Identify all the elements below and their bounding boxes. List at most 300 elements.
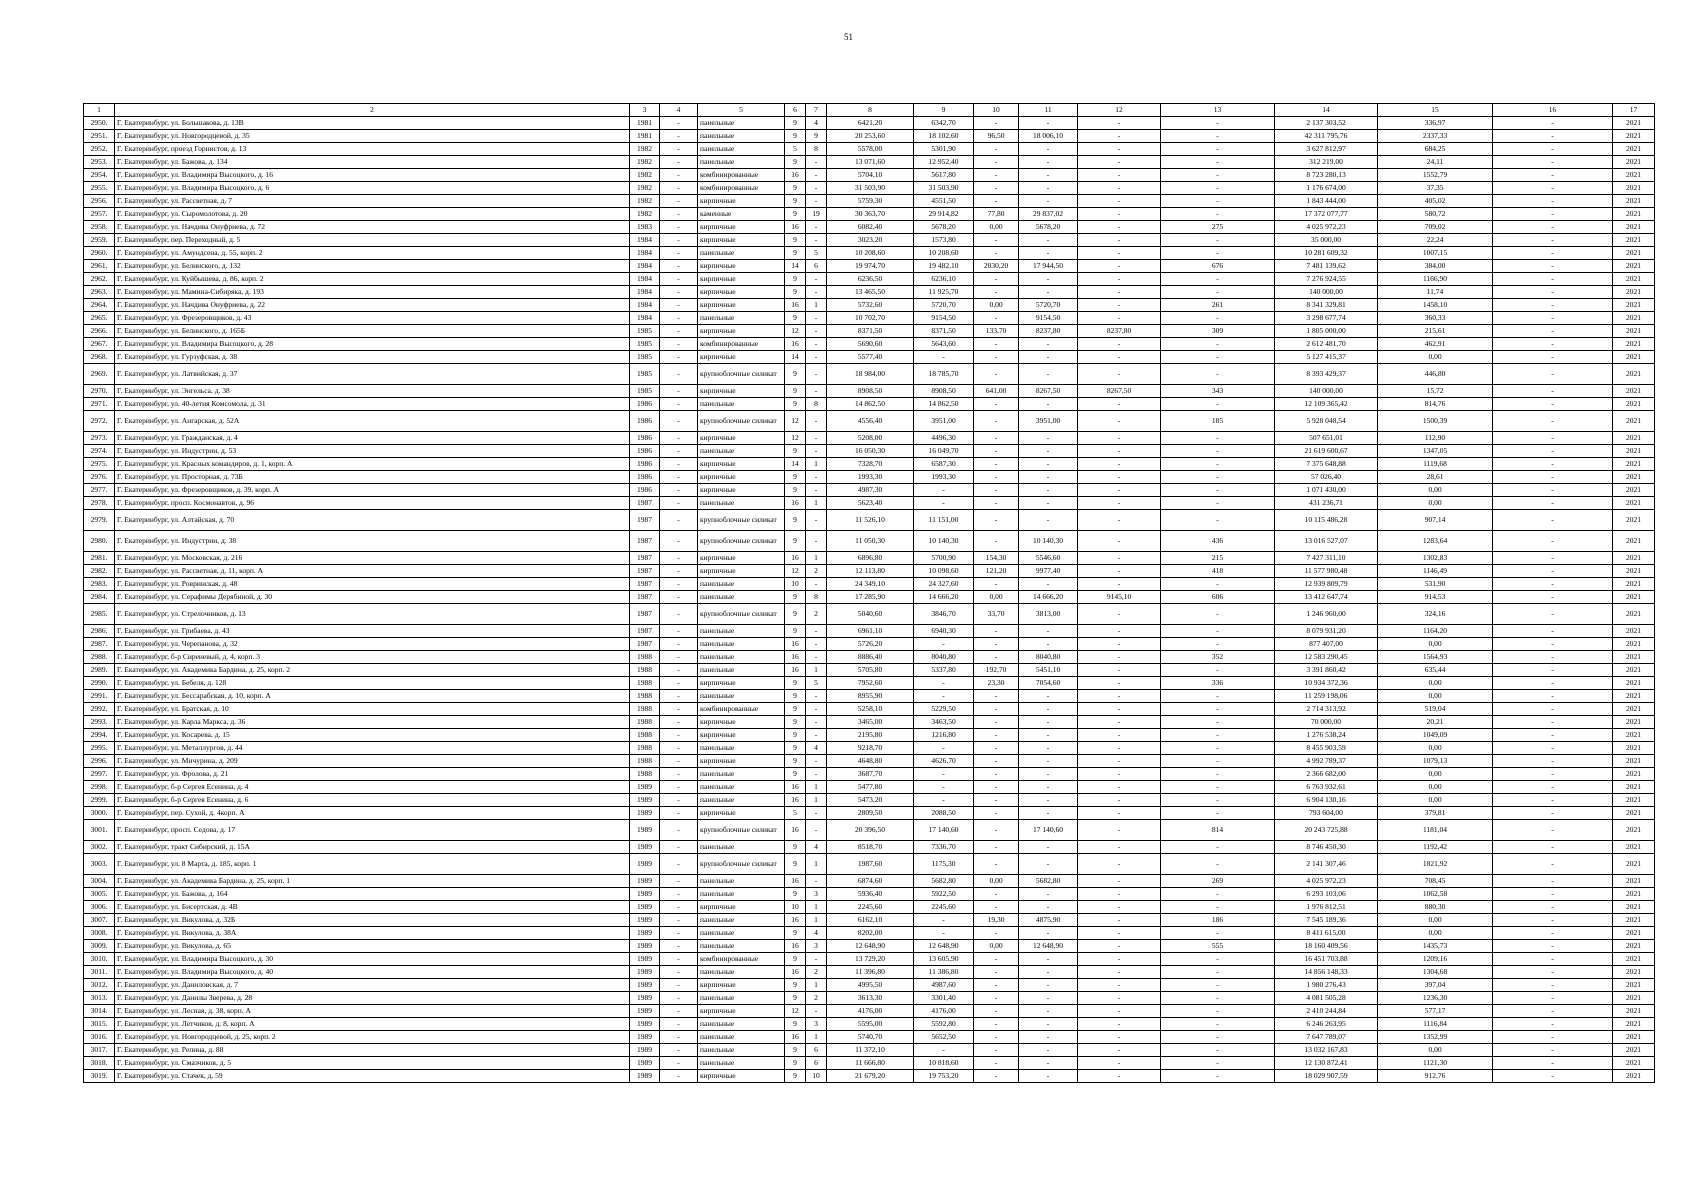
- row-number-cell: 2985.: [84, 604, 115, 625]
- entrances-cell: -: [806, 411, 827, 432]
- repair-cost-cell: 11 577 980,48: [1275, 565, 1378, 578]
- private-area-cell: -: [1019, 156, 1078, 169]
- table-row: [84, 531, 1655, 552]
- year-built-cell: 1989: [630, 927, 660, 940]
- private-area-cell: -: [1019, 364, 1078, 385]
- total-area-cell: 12 648,90: [827, 940, 914, 953]
- private-area-cell: 4875,90: [1019, 914, 1078, 927]
- year-built-cell: 1986: [630, 432, 660, 445]
- cost-per-sqm-cell: 0,00: [1378, 768, 1493, 781]
- row-number-cell: 2964.: [84, 299, 115, 312]
- col-16-cell: -: [1493, 755, 1613, 768]
- premises-area-cell: 4496,30: [914, 432, 974, 445]
- entrances-cell: -: [806, 755, 827, 768]
- total-area-cell: 8371,50: [827, 325, 914, 338]
- year-reconstructed-cell: -: [660, 273, 698, 286]
- common-area-cell: -: [1078, 445, 1161, 458]
- floors-cell: 10: [785, 901, 806, 914]
- wall-material-cell: кирпичные: [698, 221, 785, 234]
- wall-material-cell: кирпичные: [698, 458, 785, 471]
- cost-per-sqm-cell: 15,72: [1378, 385, 1493, 398]
- year-built-cell: 1984: [630, 234, 660, 247]
- address-cell: Г. Екатеринбург, просп. Космонавтов, д. 96: [115, 497, 630, 510]
- residents-cell: -: [1161, 156, 1275, 169]
- entrances-cell: -: [806, 690, 827, 703]
- year-reconstructed-cell: -: [660, 841, 698, 854]
- total-area-cell: 18 984,00: [827, 364, 914, 385]
- private-area-cell: -: [1019, 638, 1078, 651]
- address-cell: Г. Екатеринбург, пер. Переходный, д. 5: [115, 234, 630, 247]
- common-area-cell: -: [1078, 625, 1161, 638]
- premises-area-cell: 5643,60: [914, 338, 974, 351]
- planned-year-cell: 2021: [1613, 768, 1655, 781]
- residents-cell: -: [1161, 364, 1275, 385]
- table-row: [84, 312, 1655, 325]
- address-cell: Г. Екатеринбург, ул. Новгородцевой, д. 35: [115, 130, 630, 143]
- residents-cell: -: [1161, 927, 1275, 940]
- repair-cost-cell: 18 160 409,56: [1275, 940, 1378, 953]
- premises-area-cell: 1573,80: [914, 234, 974, 247]
- planned-year-cell: 2021: [1613, 1070, 1655, 1083]
- residents-cell: -: [1161, 458, 1275, 471]
- col-16-cell: -: [1493, 953, 1613, 966]
- cost-per-sqm-cell: 397,04: [1378, 979, 1493, 992]
- repair-cost-cell: 2 410 244,84: [1275, 1005, 1378, 1018]
- address-cell: Г. Екатеринбург, ул. Латвийская, д. 37: [115, 364, 630, 385]
- table-row: [84, 208, 1655, 221]
- col-16-cell: -: [1493, 1057, 1613, 1070]
- address-cell: Г. Екатеринбург, ул. Академика Бардина, д. 25, корп. 2: [115, 664, 630, 677]
- table-row: [84, 247, 1655, 260]
- total-area-cell: 5936,40: [827, 888, 914, 901]
- residents-cell: -: [1161, 729, 1275, 742]
- table-row: [84, 755, 1655, 768]
- wall-material-cell: комбинированные: [698, 182, 785, 195]
- total-area-cell: 10 208,60: [827, 247, 914, 260]
- municipal-area-cell: -: [974, 1057, 1019, 1070]
- address-cell: Г. Екатеринбург, ул. Новгородцевой, д. 25, корп. 2: [115, 1031, 630, 1044]
- cost-per-sqm-cell: 914,53: [1378, 591, 1493, 604]
- year-built-cell: 1981: [630, 117, 660, 130]
- address-cell: Г. Екатеринбург, ул. Белинского, д. 132: [115, 260, 630, 273]
- common-area-cell: -: [1078, 398, 1161, 411]
- entrances-cell: 8: [806, 398, 827, 411]
- col-16-cell: -: [1493, 604, 1613, 625]
- premises-area-cell: 5337,80: [914, 664, 974, 677]
- table-row: [84, 299, 1655, 312]
- municipal-area-cell: -: [974, 781, 1019, 794]
- municipal-area-cell: -: [974, 1044, 1019, 1057]
- premises-area-cell: 18 102,60: [914, 130, 974, 143]
- repair-cost-cell: 21 619 600,67: [1275, 445, 1378, 458]
- private-area-cell: -: [1019, 445, 1078, 458]
- residents-cell: -: [1161, 1044, 1275, 1057]
- address-cell: Г. Екатеринбург, ул. Академика Бардина, д. 25, корп. 1: [115, 875, 630, 888]
- private-area-cell: 14 666,20: [1019, 591, 1078, 604]
- cost-per-sqm-cell: 0,00: [1378, 781, 1493, 794]
- wall-material-cell: каменные: [698, 208, 785, 221]
- wall-material-cell: крупноблочные силикат: [698, 364, 785, 385]
- planned-year-cell: 2021: [1613, 875, 1655, 888]
- year-built-cell: 1988: [630, 742, 660, 755]
- wall-material-cell: панельные: [698, 768, 785, 781]
- repair-cost-cell: 35 000,00: [1275, 234, 1378, 247]
- column-number: 17: [1613, 104, 1655, 117]
- year-reconstructed-cell: -: [660, 703, 698, 716]
- table-row: [84, 979, 1655, 992]
- cost-per-sqm-cell: 1062,58: [1378, 888, 1493, 901]
- premises-area-cell: 8908,50: [914, 385, 974, 398]
- row-number-cell: 3013.: [84, 992, 115, 1005]
- residents-cell: -: [1161, 398, 1275, 411]
- address-cell: Г. Екатеринбург, ул. Начдива Онуфриева, д. 72: [115, 221, 630, 234]
- address-cell: Г. Екатеринбург, пер. Сухой, д. 4корп. А: [115, 807, 630, 820]
- wall-material-cell: кирпичные: [698, 677, 785, 690]
- repair-cost-cell: 11 259 198,06: [1275, 690, 1378, 703]
- private-area-cell: -: [1019, 794, 1078, 807]
- row-number-cell: 3018.: [84, 1057, 115, 1070]
- col-16-cell: -: [1493, 703, 1613, 716]
- year-reconstructed-cell: -: [660, 854, 698, 875]
- total-area-cell: 4987,30: [827, 484, 914, 497]
- address-cell: Г. Екатеринбург, ул. Бебеля, д. 128: [115, 677, 630, 690]
- planned-year-cell: 2021: [1613, 742, 1655, 755]
- residents-cell: -: [1161, 143, 1275, 156]
- col-16-cell: -: [1493, 182, 1613, 195]
- year-built-cell: 1989: [630, 1031, 660, 1044]
- year-reconstructed-cell: -: [660, 471, 698, 484]
- premises-area-cell: 4987,60: [914, 979, 974, 992]
- common-area-cell: -: [1078, 117, 1161, 130]
- residents-cell: 186: [1161, 914, 1275, 927]
- wall-material-cell: панельные: [698, 497, 785, 510]
- col-16-cell: -: [1493, 385, 1613, 398]
- year-built-cell: 1986: [630, 471, 660, 484]
- wall-material-cell: кирпичные: [698, 471, 785, 484]
- row-number-cell: 2968.: [84, 351, 115, 364]
- entrances-cell: -: [806, 510, 827, 531]
- municipal-area-cell: -: [974, 117, 1019, 130]
- repair-cost-cell: 18 029 907,59: [1275, 1070, 1378, 1083]
- private-area-cell: 5682,80: [1019, 875, 1078, 888]
- planned-year-cell: 2021: [1613, 338, 1655, 351]
- cost-per-sqm-cell: 880,30: [1378, 901, 1493, 914]
- private-area-cell: -: [1019, 1005, 1078, 1018]
- repair-cost-cell: 42 311 795,76: [1275, 130, 1378, 143]
- entrances-cell: 3: [806, 1018, 827, 1031]
- row-number-cell: 2988.: [84, 651, 115, 664]
- private-area-cell: -: [1019, 1044, 1078, 1057]
- planned-year-cell: 2021: [1613, 1031, 1655, 1044]
- row-number-cell: 3014.: [84, 1005, 115, 1018]
- row-number-cell: 2970.: [84, 385, 115, 398]
- cost-per-sqm-cell: 1164,20: [1378, 625, 1493, 638]
- year-built-cell: 1987: [630, 497, 660, 510]
- col-16-cell: -: [1493, 1018, 1613, 1031]
- common-area-cell: -: [1078, 979, 1161, 992]
- total-area-cell: 4995,50: [827, 979, 914, 992]
- repair-cost-cell: 7 375 648,88: [1275, 458, 1378, 471]
- private-area-cell: -: [1019, 703, 1078, 716]
- row-number-cell: 2966.: [84, 325, 115, 338]
- address-cell: Г. Екатеринбург, ул. Индустрии, д. 38: [115, 531, 630, 552]
- year-reconstructed-cell: -: [660, 169, 698, 182]
- total-area-cell: 3613,30: [827, 992, 914, 1005]
- premises-area-cell: 4176,00: [914, 1005, 974, 1018]
- private-area-cell: 9154,50: [1019, 312, 1078, 325]
- address-cell: Г. Екатеринбург, ул. Московская, д. 216: [115, 552, 630, 565]
- cost-per-sqm-cell: 1049,09: [1378, 729, 1493, 742]
- common-area-cell: -: [1078, 156, 1161, 169]
- total-area-cell: 3465,00: [827, 716, 914, 729]
- total-area-cell: 21 679,20: [827, 1070, 914, 1083]
- year-reconstructed-cell: -: [660, 312, 698, 325]
- year-built-cell: 1989: [630, 888, 660, 901]
- private-area-cell: -: [1019, 729, 1078, 742]
- cost-per-sqm-cell: 1192,42: [1378, 841, 1493, 854]
- floors-cell: 16: [785, 966, 806, 979]
- wall-material-cell: панельные: [698, 781, 785, 794]
- private-area-cell: 5451,10: [1019, 664, 1078, 677]
- municipal-area-cell: 192,70: [974, 664, 1019, 677]
- repair-cost-cell: 312 219,00: [1275, 156, 1378, 169]
- premises-area-cell: 10 098,60: [914, 565, 974, 578]
- year-built-cell: 1989: [630, 940, 660, 953]
- row-number-cell: 2982.: [84, 565, 115, 578]
- private-area-cell: -: [1019, 471, 1078, 484]
- total-area-cell: 6421,20: [827, 117, 914, 130]
- common-area-cell: -: [1078, 510, 1161, 531]
- wall-material-cell: панельные: [698, 578, 785, 591]
- address-cell: Г. Екатеринбург, б-р Сергея Есенина, д. 6: [115, 794, 630, 807]
- wall-material-cell: панельные: [698, 143, 785, 156]
- municipal-area-cell: -: [974, 458, 1019, 471]
- col-16-cell: -: [1493, 901, 1613, 914]
- premises-area-cell: -: [914, 781, 974, 794]
- planned-year-cell: 2021: [1613, 690, 1655, 703]
- col-16-cell: -: [1493, 1044, 1613, 1057]
- municipal-area-cell: -: [974, 625, 1019, 638]
- municipal-area-cell: -: [974, 182, 1019, 195]
- planned-year-cell: 2021: [1613, 794, 1655, 807]
- col-16-cell: -: [1493, 820, 1613, 841]
- floors-cell: 9: [785, 1070, 806, 1083]
- address-cell: Г. Екатеринбург, ул. Большакова, д. 13В: [115, 117, 630, 130]
- row-number-cell: 3000.: [84, 807, 115, 820]
- private-area-cell: 12 648,90: [1019, 940, 1078, 953]
- repair-cost-cell: 2 714 313,92: [1275, 703, 1378, 716]
- address-cell: Г. Екатеринбург, ул. Бажова, д. 134: [115, 156, 630, 169]
- row-number-cell: 2957.: [84, 208, 115, 221]
- total-area-cell: 6082,40: [827, 221, 914, 234]
- repair-cost-cell: 6 763 932,61: [1275, 781, 1378, 794]
- planned-year-cell: 2021: [1613, 299, 1655, 312]
- address-cell: Г. Екатеринбург, ул. Сыромолотова, д. 20: [115, 208, 630, 221]
- residents-cell: -: [1161, 208, 1275, 221]
- floors-cell: 9: [785, 130, 806, 143]
- repair-cost-cell: 8 746 450,30: [1275, 841, 1378, 854]
- cost-per-sqm-cell: 446,80: [1378, 364, 1493, 385]
- entrances-cell: 3: [806, 888, 827, 901]
- entrances-cell: 2: [806, 992, 827, 1005]
- total-area-cell: 1993,30: [827, 471, 914, 484]
- repair-cost-cell: 12 939 809,79: [1275, 578, 1378, 591]
- common-area-cell: -: [1078, 299, 1161, 312]
- repair-cost-cell: 6 246 263,95: [1275, 1018, 1378, 1031]
- private-area-cell: -: [1019, 953, 1078, 966]
- premises-area-cell: 1175,30: [914, 854, 974, 875]
- col-16-cell: -: [1493, 927, 1613, 940]
- year-reconstructed-cell: -: [660, 992, 698, 1005]
- municipal-area-cell: 154,30: [974, 552, 1019, 565]
- common-area-cell: -: [1078, 458, 1161, 471]
- floors-cell: 9: [785, 953, 806, 966]
- planned-year-cell: 2021: [1613, 703, 1655, 716]
- wall-material-cell: панельные: [698, 117, 785, 130]
- residents-cell: 436: [1161, 531, 1275, 552]
- floors-cell: 9: [785, 531, 806, 552]
- residents-cell: -: [1161, 781, 1275, 794]
- col-16-cell: -: [1493, 729, 1613, 742]
- residents-cell: -: [1161, 690, 1275, 703]
- private-area-cell: -: [1019, 458, 1078, 471]
- col-16-cell: -: [1493, 411, 1613, 432]
- planned-year-cell: 2021: [1613, 901, 1655, 914]
- row-number-cell: 2995.: [84, 742, 115, 755]
- premises-area-cell: 16 049,70: [914, 445, 974, 458]
- cost-per-sqm-cell: 1181,04: [1378, 820, 1493, 841]
- entrances-cell: -: [806, 651, 827, 664]
- cost-per-sqm-cell: 0,00: [1378, 690, 1493, 703]
- wall-material-cell: панельные: [698, 156, 785, 169]
- municipal-area-cell: -: [974, 398, 1019, 411]
- common-area-cell: -: [1078, 914, 1161, 927]
- table-row: [84, 182, 1655, 195]
- municipal-area-cell: -: [974, 351, 1019, 364]
- municipal-area-cell: 2030,20: [974, 260, 1019, 273]
- common-area-cell: -: [1078, 260, 1161, 273]
- col-16-cell: -: [1493, 351, 1613, 364]
- residents-cell: -: [1161, 854, 1275, 875]
- table-row: [84, 364, 1655, 385]
- total-area-cell: 11 372,10: [827, 1044, 914, 1057]
- common-area-cell: -: [1078, 677, 1161, 690]
- premises-area-cell: 5678,20: [914, 221, 974, 234]
- address-cell: Г. Екатеринбург, ул. Фролова, д. 21: [115, 768, 630, 781]
- municipal-area-cell: -: [974, 273, 1019, 286]
- floors-cell: 9: [785, 1044, 806, 1057]
- year-built-cell: 1984: [630, 312, 660, 325]
- repair-cost-cell: 2 141 307,46: [1275, 854, 1378, 875]
- repair-cost-cell: 13 032 167,83: [1275, 1044, 1378, 1057]
- common-area-cell: -: [1078, 565, 1161, 578]
- year-reconstructed-cell: -: [660, 651, 698, 664]
- premises-area-cell: 18 785,70: [914, 364, 974, 385]
- repair-cost-cell: 4 992 789,37: [1275, 755, 1378, 768]
- residents-cell: -: [1161, 901, 1275, 914]
- year-built-cell: 1982: [630, 143, 660, 156]
- premises-area-cell: 10 208,60: [914, 247, 974, 260]
- col-16-cell: -: [1493, 299, 1613, 312]
- total-area-cell: 8518,70: [827, 841, 914, 854]
- floors-cell: 9: [785, 768, 806, 781]
- premises-area-cell: 17 140,60: [914, 820, 974, 841]
- row-number-cell: 2980.: [84, 531, 115, 552]
- year-reconstructed-cell: -: [660, 195, 698, 208]
- year-built-cell: 1987: [630, 638, 660, 651]
- floors-cell: 9: [785, 677, 806, 690]
- table-row: [84, 927, 1655, 940]
- year-built-cell: 1987: [630, 552, 660, 565]
- planned-year-cell: 2021: [1613, 820, 1655, 841]
- municipal-area-cell: -: [974, 338, 1019, 351]
- wall-material-cell: панельные: [698, 794, 785, 807]
- year-reconstructed-cell: -: [660, 299, 698, 312]
- col-16-cell: -: [1493, 234, 1613, 247]
- col-16-cell: -: [1493, 325, 1613, 338]
- municipal-area-cell: -: [974, 807, 1019, 820]
- year-reconstructed-cell: -: [660, 484, 698, 497]
- year-built-cell: 1986: [630, 411, 660, 432]
- premises-area-cell: 3463,50: [914, 716, 974, 729]
- planned-year-cell: 2021: [1613, 1005, 1655, 1018]
- year-reconstructed-cell: -: [660, 364, 698, 385]
- municipal-area-cell: -: [974, 364, 1019, 385]
- residents-cell: -: [1161, 195, 1275, 208]
- table-row: [84, 703, 1655, 716]
- municipal-area-cell: -: [974, 234, 1019, 247]
- common-area-cell: -: [1078, 953, 1161, 966]
- residents-cell: 606: [1161, 591, 1275, 604]
- common-area-cell: -: [1078, 1018, 1161, 1031]
- cost-per-sqm-cell: 1552,79: [1378, 169, 1493, 182]
- year-built-cell: 1981: [630, 130, 660, 143]
- address-cell: Г. Екатеринбург, ул. Энгельса, д. 38: [115, 385, 630, 398]
- year-reconstructed-cell: -: [660, 755, 698, 768]
- column-number: 16: [1493, 104, 1613, 117]
- residents-cell: -: [1161, 182, 1275, 195]
- address-cell: Г. Екатеринбург, ул. Куйбышева, д. 86, корп. 2: [115, 273, 630, 286]
- total-area-cell: 31 503,90: [827, 182, 914, 195]
- row-number-cell: 2952.: [84, 143, 115, 156]
- residents-cell: -: [1161, 807, 1275, 820]
- wall-material-cell: кирпичные: [698, 979, 785, 992]
- table-row: [84, 901, 1655, 914]
- residents-cell: -: [1161, 966, 1275, 979]
- repair-cost-cell: 1 980 276,43: [1275, 979, 1378, 992]
- table-row: [84, 1031, 1655, 1044]
- cost-per-sqm-cell: 577,17: [1378, 1005, 1493, 1018]
- table-row: [84, 604, 1655, 625]
- common-area-cell: -: [1078, 716, 1161, 729]
- floors-cell: 9: [785, 854, 806, 875]
- year-built-cell: 1989: [630, 966, 660, 979]
- residents-cell: -: [1161, 953, 1275, 966]
- residents-cell: -: [1161, 578, 1275, 591]
- year-built-cell: 1987: [630, 531, 660, 552]
- table-row: [84, 742, 1655, 755]
- wall-material-cell: панельные: [698, 992, 785, 1005]
- residents-cell: -: [1161, 992, 1275, 1005]
- year-reconstructed-cell: -: [660, 690, 698, 703]
- wall-material-cell: кирпичные: [698, 901, 785, 914]
- year-reconstructed-cell: -: [660, 143, 698, 156]
- private-area-cell: -: [1019, 1057, 1078, 1070]
- row-number-cell: 2954.: [84, 169, 115, 182]
- table-row: [84, 578, 1655, 591]
- table-row: [84, 471, 1655, 484]
- year-built-cell: 1985: [630, 338, 660, 351]
